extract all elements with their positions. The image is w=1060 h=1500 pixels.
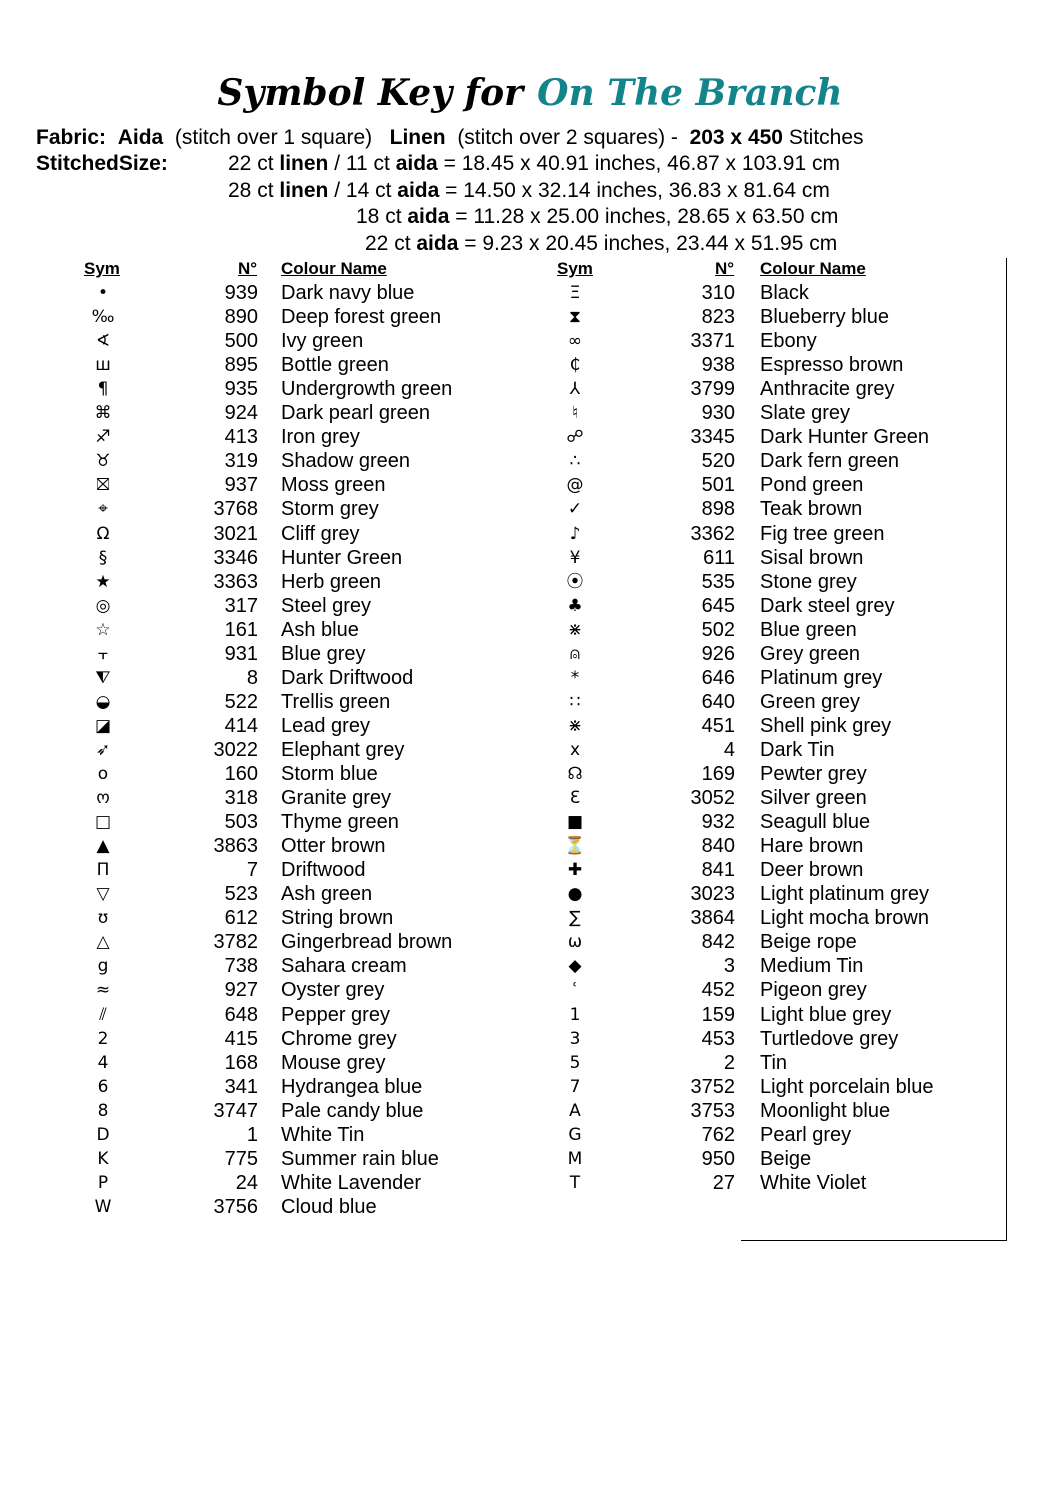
symbol-glyph: △ (96, 932, 110, 953)
floss-number: 341 (224, 1075, 258, 1098)
colour-name: Fig tree green (760, 522, 885, 545)
symbol-glyph: ⧗ (569, 307, 581, 328)
floss-number: 935 (224, 378, 258, 401)
colour-name: Hydrangea blue (281, 1075, 423, 1098)
linen-note: (stitch over 2 squares) - (457, 126, 678, 149)
floss-number: 169 (701, 763, 735, 785)
colour-name: Deer brown (760, 859, 864, 882)
floss-number: 413 (224, 426, 258, 449)
colour-name: Mouse grey (281, 1051, 386, 1074)
symbol-glyph: ∢ (95, 331, 111, 352)
floss-number: 937 (224, 474, 258, 497)
floss-number: 611 (703, 546, 735, 569)
header-sym-right: Sym (557, 259, 593, 278)
fabric-line (36, 126, 864, 150)
floss-number: 3052 (690, 787, 735, 810)
floss-number: 159 (701, 1003, 735, 1026)
colour-name: Cloud blue (281, 1195, 377, 1218)
floss-number: 640 (701, 690, 735, 713)
floss-number: 898 (701, 498, 735, 521)
colour-name: Anthracite grey (760, 378, 895, 401)
floss-number: 7 (246, 859, 258, 882)
floss-number: 762 (701, 1123, 735, 1146)
colour-name: Ash blue (281, 618, 359, 641)
floss-number: 452 (701, 979, 735, 1002)
symbol-glyph: ★ (95, 571, 111, 592)
colour-name: Blue green (760, 618, 857, 641)
colour-name: Summer rain blue (281, 1147, 439, 1170)
colour-name: Iron grey (281, 426, 360, 449)
symbol-glyph: x (569, 739, 581, 760)
colour-name: Platinum grey (760, 666, 883, 689)
colour-name: Storm grey (281, 498, 379, 521)
symbol-glyph: 8 (97, 1100, 109, 1121)
floss-number: 4 (723, 738, 735, 761)
symbol-glyph: ● (567, 884, 583, 905)
colour-name: Tin (760, 1051, 788, 1074)
colour-name: Dark navy blue (281, 282, 415, 304)
floss-number: 3346 (213, 546, 258, 569)
floss-number: 319 (224, 450, 258, 473)
stitched-size-label: StitchedSize: (36, 152, 168, 175)
colour-name: Cliff grey (281, 522, 360, 545)
colour-name: Dark Tin (760, 738, 835, 761)
colour-name: Shell pink grey (760, 714, 892, 737)
symbol-glyph: ◆ (568, 956, 582, 977)
colour-name: Lead grey (281, 714, 370, 737)
floss-number: 2 (723, 1051, 735, 1074)
floss-number: 318 (224, 787, 258, 810)
symbol-glyph: ∷ (569, 691, 581, 712)
floss-number: 3345 (690, 426, 735, 449)
colour-name: Turtledove grey (760, 1027, 899, 1050)
floss-number: 168 (224, 1051, 258, 1074)
symbol-glyph: 5 (569, 1052, 581, 1073)
title-prefix: Symbol Key for (217, 72, 524, 114)
symbol-glyph: ⛝ (96, 475, 110, 496)
floss-number: 645 (701, 594, 735, 617)
colour-name: White Lavender (281, 1171, 422, 1194)
floss-number: 8 (246, 666, 258, 689)
symbol-glyph: @ (566, 475, 584, 496)
colour-name: Ash green (281, 883, 373, 906)
floss-number: 931 (224, 642, 258, 665)
symbol-glyph: ⫽ (99, 1004, 107, 1025)
colour-name: Seagull blue (760, 811, 871, 834)
floss-number: 3023 (690, 883, 735, 906)
symbol-glyph: ₵ (569, 355, 581, 376)
colour-name: Espresso brown (760, 354, 904, 377)
symbol-glyph: 1 (569, 1004, 581, 1025)
floss-number: 3863 (213, 835, 258, 858)
colour-name: Medium Tin (760, 955, 864, 978)
colour-name: Stone grey (760, 570, 857, 593)
colour-name: Pigeon grey (760, 979, 867, 1002)
symbol-glyph: Ɛ (569, 788, 581, 809)
colour-name: White Violet (760, 1171, 867, 1194)
symbol-glyph: o (97, 764, 109, 784)
colour-name: Chrome grey (281, 1027, 397, 1050)
symbol-glyph: ✓ (567, 499, 583, 520)
floss-number: 3371 (690, 330, 735, 353)
symbol-glyph: ♣ (567, 595, 583, 616)
floss-number: 775 (224, 1147, 258, 1170)
floss-number: 930 (701, 402, 735, 425)
symbol-glyph: 3 (569, 1028, 581, 1049)
floss-number: 950 (701, 1147, 735, 1170)
symbol-glyph: ʿ (572, 980, 578, 1001)
symbol-glyph: ≈ (95, 980, 111, 1001)
symbol-glyph: ♐ (95, 427, 111, 448)
floss-number: 938 (701, 354, 735, 377)
fabric-aida: Aida (117, 126, 164, 149)
symbol-glyph: ➶ (95, 739, 111, 760)
colour-name: Beige rope (760, 931, 857, 954)
header-num-left: N° (238, 259, 258, 278)
floss-number: 24 (235, 1171, 258, 1194)
floss-number: 648 (224, 1003, 258, 1026)
colour-name: Storm blue (281, 763, 378, 785)
symbol-glyph: ⋇ (567, 715, 583, 736)
colour-name: Pale candy blue (281, 1099, 424, 1122)
floss-number: 939 (224, 282, 258, 304)
floss-number: 3753 (690, 1099, 735, 1122)
symbol-glyph: ⋇ (567, 619, 583, 640)
symbol-glyph: G (568, 1124, 582, 1145)
symbol-glyph: K (97, 1148, 109, 1169)
symbol-glyph: M (567, 1148, 583, 1169)
symbol-glyph: ¶ (97, 379, 109, 400)
floss-number: 3756 (213, 1195, 258, 1218)
colour-name: Undergrowth green (281, 378, 453, 401)
pattern-name: On The Branch (537, 72, 843, 114)
colour-name: Silver green (760, 787, 867, 810)
floss-number: 3782 (213, 931, 258, 954)
colour-name: Blueberry blue (760, 306, 889, 329)
symbol-glyph: ⦿ (566, 571, 584, 592)
colour-name: Trellis green (281, 690, 391, 713)
symbol-glyph: 6 (97, 1076, 109, 1097)
symbol-glyph: Ξ (569, 283, 581, 303)
colour-name: Sisal brown (760, 546, 864, 569)
colour-name: Dark Driftwood (281, 666, 414, 689)
symbol-glyph: ◪ (94, 715, 112, 736)
symbol-glyph: ■ (566, 812, 584, 833)
header-sym-left: Sym (84, 259, 120, 278)
symbol-glyph: ✚ (567, 860, 583, 881)
symbol-glyph: D (96, 1124, 110, 1145)
colour-name: Light porcelain blue (760, 1075, 934, 1098)
symbol-glyph: ω (567, 932, 583, 953)
floss-number: 535 (701, 570, 735, 593)
floss-number: 842 (701, 931, 735, 954)
floss-number: 612 (224, 907, 258, 930)
symbol-glyph: ⏳ (564, 836, 586, 857)
colour-name: Pewter grey (760, 763, 867, 785)
symbol-glyph: Π (96, 860, 110, 881)
colour-name: String brown (281, 907, 394, 930)
symbol-glyph: § (98, 547, 108, 568)
colour-name: Pearl grey (760, 1123, 852, 1146)
colour-name: Ivy green (281, 330, 364, 353)
colour-name: Pond green (760, 474, 864, 497)
colour-name: Grey green (760, 642, 861, 665)
floss-number: 932 (701, 811, 735, 834)
colour-name: Teak brown (760, 498, 863, 521)
colour-name: Thyme green (281, 811, 399, 834)
symbol-glyph: ш (95, 355, 111, 376)
colour-name: Dark Hunter Green (760, 426, 929, 449)
floss-number: 27 (712, 1171, 735, 1194)
stitch-count: 203 x 450 (689, 126, 783, 149)
floss-number: 3022 (213, 738, 258, 761)
symbol-glyph: ∑ (569, 908, 581, 929)
floss-number: 1 (246, 1123, 258, 1146)
symbol-glyph: ♮ (571, 403, 579, 424)
colour-name: Shadow green (281, 450, 410, 473)
floss-number: 451 (701, 714, 735, 737)
floss-number: 503 (224, 811, 258, 834)
colour-name: Bottle green (281, 354, 389, 377)
colour-name: Light platinum grey (760, 883, 929, 906)
floss-number: 161 (224, 618, 258, 641)
symbol-glyph: ო (96, 788, 110, 809)
floss-number: 501 (701, 474, 735, 497)
bottom-border-line (741, 1240, 1007, 1241)
colour-name: Hunter Green (281, 546, 403, 569)
symbol-glyph: 4 (97, 1052, 109, 1073)
symbol-glyph: ⫟ (97, 643, 109, 664)
symbol-glyph: ⌖ (98, 499, 108, 520)
symbol-glyph: ʊ (97, 908, 109, 929)
symbol-glyph: T (569, 1172, 581, 1193)
colour-name: Dark fern green (760, 450, 899, 473)
floss-number: 927 (224, 979, 258, 1002)
symbol-glyph: ☊ (567, 764, 583, 784)
floss-number: 523 (224, 883, 258, 906)
colour-name: Green grey (760, 690, 861, 713)
fabric-label: Fabric: (36, 126, 107, 149)
colour-name: Gingerbread brown (281, 931, 453, 954)
stitched-size-line-1: 22 ct linen / 11 ct aida = 18.45 x 40.91 inches, 46.87 x 103.91 cm (228, 152, 840, 175)
header-name-left: Colour Name (281, 259, 387, 278)
symbol-glyph: P (97, 1172, 109, 1193)
floss-number: 3021 (213, 522, 258, 545)
floss-number: 415 (224, 1027, 258, 1050)
floss-number: 3864 (690, 907, 735, 930)
symbol-glyph: * (570, 667, 580, 688)
symbol-glyph: ‰ (91, 307, 115, 328)
symbol-glyph: W (94, 1196, 112, 1217)
stitched-size-line-3: 18 ct aida = 11.28 x 25.00 inches, 28.65 x 63.50 cm (356, 205, 839, 228)
floss-number: 890 (224, 306, 258, 329)
symbol-glyph: ▲ (96, 836, 110, 857)
symbol-glyph: ◎ (95, 595, 111, 616)
symbol-glyph: ∞ (567, 331, 583, 352)
floss-number: 3799 (690, 378, 735, 401)
floss-number: 3363 (213, 570, 258, 593)
page-title (0, 72, 1060, 114)
colour-name: Hare brown (760, 835, 864, 858)
header-num-right: N° (715, 259, 735, 278)
symbol-glyph: ⧨ (95, 667, 111, 688)
symbol-glyph: ∴ (569, 451, 581, 472)
colour-name: Light mocha brown (760, 907, 929, 930)
floss-number: 738 (224, 955, 258, 978)
floss-number: 3768 (213, 498, 258, 521)
colour-name: Moss green (281, 474, 386, 497)
colour-name: Slate grey (760, 402, 851, 425)
colour-name: Herb green (281, 570, 382, 593)
floss-number: 453 (701, 1027, 735, 1050)
symbol-glyph: ▽ (96, 884, 110, 905)
floss-number: 646 (701, 666, 735, 689)
colour-name: Oyster grey (281, 979, 385, 1002)
symbol-glyph: Ω (96, 523, 110, 544)
colour-name: Granite grey (281, 787, 392, 810)
floss-number: 500 (224, 330, 258, 353)
symbol-glyph: ☍ (566, 427, 584, 448)
colour-name: Otter brown (281, 835, 386, 858)
fabric-linen: Linen (389, 126, 446, 149)
colour-name: Dark pearl green (281, 402, 430, 425)
symbol-glyph: ☆ (95, 619, 111, 640)
floss-number: 520 (701, 450, 735, 473)
floss-number: 3747 (213, 1099, 258, 1122)
floss-number: 3362 (690, 522, 735, 545)
floss-number: 414 (224, 714, 258, 737)
colour-name: Dark steel grey (760, 594, 895, 617)
floss-number: 160 (224, 763, 258, 785)
floss-number: 895 (224, 354, 258, 377)
symbol-glyph: ⌘ (94, 403, 112, 424)
floss-number: 926 (701, 642, 735, 665)
right-border-line (1006, 258, 1007, 1240)
floss-number: 3 (723, 955, 735, 978)
floss-number: 502 (701, 618, 735, 641)
colour-name: Pepper grey (281, 1003, 390, 1026)
floss-number: 310 (701, 282, 735, 304)
colour-name: Moonlight blue (760, 1099, 891, 1122)
colour-name: Steel grey (281, 594, 372, 617)
aida-note: (stitch over 1 square) (174, 126, 373, 149)
floss-number: 823 (701, 306, 735, 329)
colour-name: Elephant grey (281, 738, 405, 761)
floss-number: 3752 (690, 1075, 735, 1098)
stitched-size-line-2: 28 ct linen / 14 ct aida = 14.50 x 32.14 inches, 36.83 x 81.64 cm (228, 179, 830, 202)
stitches-label: Stitches (788, 126, 864, 149)
floss-number: 522 (224, 690, 258, 713)
symbol-glyph: ♉ (95, 451, 111, 472)
symbol-glyph: ¥ (569, 547, 581, 568)
floss-number: 317 (224, 594, 258, 617)
symbol-glyph: 2 (97, 1028, 109, 1049)
floss-number: 841 (701, 859, 735, 882)
colour-name: Beige (760, 1147, 812, 1170)
colour-name: Black (760, 282, 809, 304)
symbol-glyph: A (569, 1100, 581, 1121)
symbol-glyph: ◒ (95, 691, 111, 712)
colour-name: Ebony (760, 330, 817, 353)
colour-name: Deep forest green (281, 306, 442, 329)
symbol-glyph: g (97, 956, 109, 977)
symbol-glyph: • (97, 283, 109, 303)
header-name-right: Colour Name (760, 259, 866, 278)
colour-name: White Tin (281, 1123, 365, 1146)
symbol-glyph: 7 (569, 1076, 581, 1097)
symbol-glyph: ⍝ (569, 643, 581, 664)
colour-name: Light blue grey (760, 1003, 892, 1026)
floss-number: 924 (224, 402, 258, 425)
symbol-glyph: ⅄ (569, 379, 581, 400)
colour-name: Driftwood (281, 859, 366, 882)
colour-name: Sahara cream (281, 955, 407, 978)
symbol-glyph: □ (94, 812, 112, 833)
symbol-glyph: ♪ (569, 523, 581, 544)
stitched-size-line-4: 22 ct aida = 9.23 x 20.45 inches, 23.44 x 51.95 cm (365, 232, 838, 255)
colour-name: Blue grey (281, 642, 366, 665)
floss-number: 840 (701, 835, 735, 858)
